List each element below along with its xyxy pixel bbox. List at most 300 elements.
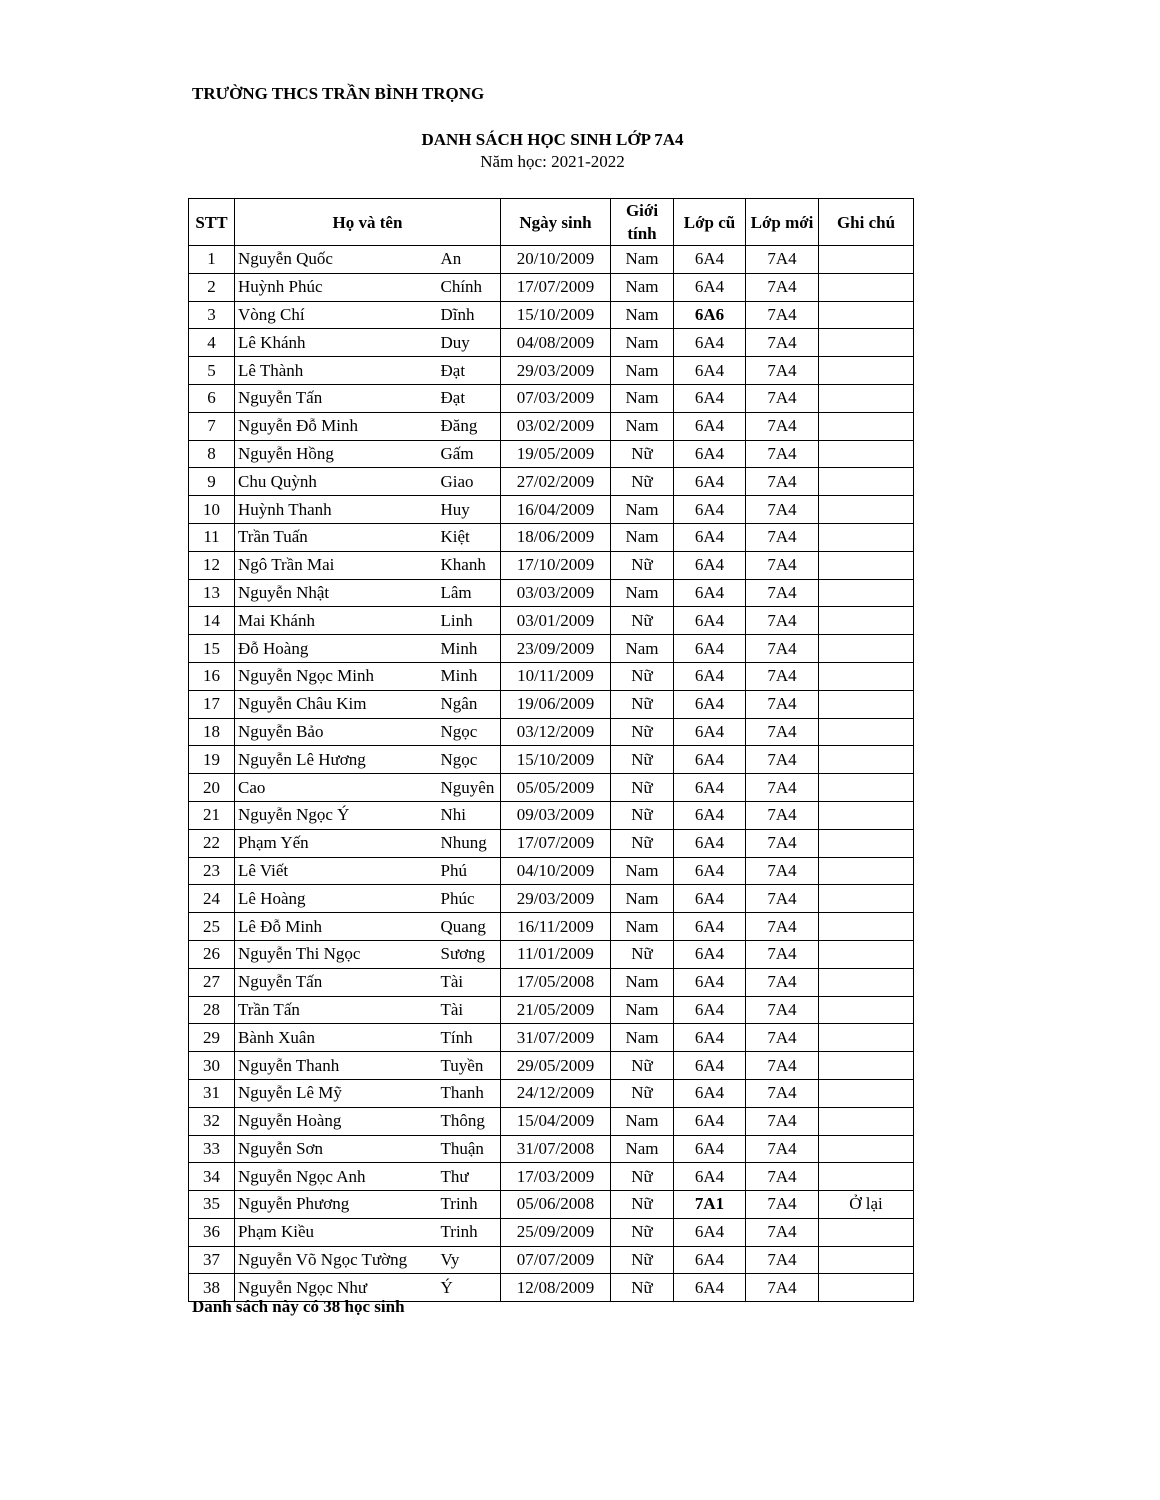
- cell-stt: 31: [189, 1079, 235, 1107]
- cell-stt: 23: [189, 857, 235, 885]
- header-gender: Giới tính: [611, 199, 674, 246]
- cell-last-name: Ngô Trần Mai: [235, 551, 438, 579]
- cell-old-class: 6A4: [674, 579, 746, 607]
- cell-last-name: Nguyễn Ngọc Minh: [235, 662, 438, 690]
- cell-note: [819, 1052, 914, 1080]
- document-title: DANH SÁCH HỌC SINH LỚP 7A4: [421, 130, 684, 149]
- cell-gender: Nữ: [611, 551, 674, 579]
- table-row: [189, 1246, 914, 1274]
- table-row: [189, 996, 914, 1024]
- cell-new-class: 7A4: [746, 551, 819, 579]
- cell-new-class: 7A4: [746, 774, 819, 802]
- header-note: Ghi chú: [819, 199, 914, 246]
- cell-note: [819, 635, 914, 663]
- cell-new-class: 7A4: [746, 1052, 819, 1080]
- cell-new-class: 7A4: [746, 885, 819, 913]
- cell-last-name: Bành Xuân: [235, 1024, 438, 1052]
- cell-last-name: Mai Khánh: [235, 607, 438, 635]
- cell-old-class: 6A4: [674, 1079, 746, 1107]
- cell-last-name: Nguyễn Ngọc Như: [235, 1274, 438, 1302]
- cell-note: [819, 412, 914, 440]
- table-header-row: [189, 199, 914, 246]
- cell-old-class: 6A4: [674, 468, 746, 496]
- cell-note: [819, 690, 914, 718]
- cell-stt: 11: [189, 523, 235, 551]
- cell-gender: Nữ: [611, 1052, 674, 1080]
- table-row: [189, 329, 914, 357]
- cell-first-name: Đạt: [438, 357, 501, 385]
- cell-dob: 05/05/2009: [501, 774, 611, 802]
- cell-stt: 29: [189, 1024, 235, 1052]
- cell-first-name: Chính: [438, 273, 501, 301]
- table-row: [189, 913, 914, 941]
- cell-old-class: 6A4: [674, 1274, 746, 1302]
- cell-note: [819, 1107, 914, 1135]
- school-year: Năm học: 2021-2022: [480, 152, 625, 171]
- cell-dob: 25/09/2009: [501, 1218, 611, 1246]
- cell-first-name: Huy: [438, 496, 501, 524]
- student-count-note: Danh sách này có 38 học sinh: [192, 1297, 405, 1316]
- cell-first-name: Gấm: [438, 440, 501, 468]
- cell-last-name: Nguyễn Sơn: [235, 1135, 438, 1163]
- cell-dob: 17/03/2009: [501, 1163, 611, 1191]
- cell-first-name: Minh: [438, 662, 501, 690]
- cell-last-name: Nguyễn Bảo: [235, 718, 438, 746]
- cell-new-class: 7A4: [746, 857, 819, 885]
- cell-stt: 30: [189, 1052, 235, 1080]
- cell-old-class: 6A4: [674, 1218, 746, 1246]
- cell-gender: Nữ: [611, 690, 674, 718]
- cell-new-class: 7A4: [746, 1218, 819, 1246]
- cell-note: [819, 913, 914, 941]
- cell-stt: 8: [189, 440, 235, 468]
- cell-old-class: 6A4: [674, 384, 746, 412]
- cell-old-class: 6A4: [674, 996, 746, 1024]
- cell-note: [819, 774, 914, 802]
- header-name: Họ và tên: [235, 199, 501, 246]
- table-row: [189, 384, 914, 412]
- cell-old-class: 7A1: [674, 1191, 746, 1219]
- cell-dob: 04/10/2009: [501, 857, 611, 885]
- cell-new-class: 7A4: [746, 1079, 819, 1107]
- cell-gender: Nữ: [611, 1246, 674, 1274]
- cell-old-class: 6A4: [674, 551, 746, 579]
- cell-new-class: 7A4: [746, 801, 819, 829]
- cell-last-name: Nguyễn Thanh: [235, 1052, 438, 1080]
- table-row: [189, 635, 914, 663]
- cell-gender: Nam: [611, 913, 674, 941]
- cell-note: [819, 523, 914, 551]
- table-row: [189, 1191, 914, 1219]
- cell-gender: Nam: [611, 635, 674, 663]
- cell-note: Ở lại: [819, 1191, 914, 1219]
- cell-last-name: Nguyễn Thi Ngọc: [235, 940, 438, 968]
- cell-new-class: 7A4: [746, 690, 819, 718]
- cell-new-class: 7A4: [746, 579, 819, 607]
- cell-old-class: 6A4: [674, 718, 746, 746]
- cell-old-class: 6A4: [674, 857, 746, 885]
- cell-new-class: 7A4: [746, 1246, 819, 1274]
- cell-last-name: Cao: [235, 774, 438, 802]
- cell-last-name: Nguyễn Nhật: [235, 579, 438, 607]
- cell-note: [819, 607, 914, 635]
- cell-dob: 15/10/2009: [501, 746, 611, 774]
- cell-dob: 03/01/2009: [501, 607, 611, 635]
- cell-stt: 18: [189, 718, 235, 746]
- cell-dob: 20/10/2009: [501, 246, 611, 274]
- table-row: [189, 607, 914, 635]
- cell-dob: 16/11/2009: [501, 913, 611, 941]
- cell-first-name: Phú: [438, 857, 501, 885]
- cell-dob: 17/07/2009: [501, 273, 611, 301]
- header-dob: Ngày sinh: [501, 199, 611, 246]
- table-row: [189, 940, 914, 968]
- cell-last-name: Vòng Chí: [235, 301, 438, 329]
- cell-old-class: 6A4: [674, 1135, 746, 1163]
- cell-last-name: Nguyễn Lê Hương: [235, 746, 438, 774]
- cell-dob: 29/05/2009: [501, 1052, 611, 1080]
- cell-old-class: 6A4: [674, 329, 746, 357]
- cell-note: [819, 885, 914, 913]
- cell-stt: 6: [189, 384, 235, 412]
- cell-dob: 07/07/2009: [501, 1246, 611, 1274]
- cell-gender: Nữ: [611, 829, 674, 857]
- cell-gender: Nữ: [611, 1191, 674, 1219]
- cell-dob: 29/03/2009: [501, 357, 611, 385]
- cell-note: [819, 579, 914, 607]
- cell-first-name: Tài: [438, 996, 501, 1024]
- cell-new-class: 7A4: [746, 412, 819, 440]
- cell-gender: Nữ: [611, 1079, 674, 1107]
- cell-gender: Nam: [611, 1024, 674, 1052]
- table-row: [189, 1107, 914, 1135]
- cell-stt: 2: [189, 273, 235, 301]
- cell-first-name: Minh: [438, 635, 501, 663]
- cell-old-class: 6A4: [674, 523, 746, 551]
- cell-first-name: Giao: [438, 468, 501, 496]
- cell-old-class: 6A6: [674, 301, 746, 329]
- cell-old-class: 6A4: [674, 1024, 746, 1052]
- cell-first-name: Ý: [438, 1274, 501, 1302]
- cell-old-class: 6A4: [674, 607, 746, 635]
- cell-stt: 37: [189, 1246, 235, 1274]
- cell-stt: 21: [189, 801, 235, 829]
- cell-dob: 11/01/2009: [501, 940, 611, 968]
- cell-gender: Nữ: [611, 1163, 674, 1191]
- cell-first-name: Trinh: [438, 1218, 501, 1246]
- cell-first-name: Thanh: [438, 1079, 501, 1107]
- cell-first-name: Ngọc: [438, 718, 501, 746]
- cell-note: [819, 1024, 914, 1052]
- cell-last-name: Lê Khánh: [235, 329, 438, 357]
- cell-stt: 24: [189, 885, 235, 913]
- student-table: [188, 198, 914, 1302]
- table-row: [189, 1218, 914, 1246]
- table-row: [189, 662, 914, 690]
- cell-gender: Nam: [611, 996, 674, 1024]
- cell-new-class: 7A4: [746, 940, 819, 968]
- cell-old-class: 6A4: [674, 1246, 746, 1274]
- cell-note: [819, 662, 914, 690]
- cell-note: [819, 1135, 914, 1163]
- cell-note: [819, 440, 914, 468]
- cell-note: [819, 857, 914, 885]
- cell-stt: 36: [189, 1218, 235, 1246]
- cell-stt: 34: [189, 1163, 235, 1191]
- cell-dob: 17/07/2009: [501, 829, 611, 857]
- cell-old-class: 6A4: [674, 774, 746, 802]
- cell-old-class: 6A4: [674, 1052, 746, 1080]
- cell-dob: 23/09/2009: [501, 635, 611, 663]
- cell-note: [819, 996, 914, 1024]
- cell-gender: Nữ: [611, 801, 674, 829]
- cell-dob: 03/12/2009: [501, 718, 611, 746]
- cell-first-name: Tuyền: [438, 1052, 501, 1080]
- table-row: [189, 496, 914, 524]
- table-body: [189, 246, 914, 1302]
- cell-stt: 10: [189, 496, 235, 524]
- cell-stt: 9: [189, 468, 235, 496]
- cell-dob: 15/04/2009: [501, 1107, 611, 1135]
- cell-new-class: 7A4: [746, 329, 819, 357]
- cell-last-name: Lê Hoàng: [235, 885, 438, 913]
- cell-gender: Nữ: [611, 746, 674, 774]
- cell-dob: 10/11/2009: [501, 662, 611, 690]
- cell-new-class: 7A4: [746, 468, 819, 496]
- cell-dob: 31/07/2008: [501, 1135, 611, 1163]
- cell-stt: 16: [189, 662, 235, 690]
- cell-note: [819, 468, 914, 496]
- cell-last-name: Trần Tấn: [235, 996, 438, 1024]
- cell-gender: Nam: [611, 523, 674, 551]
- cell-new-class: 7A4: [746, 246, 819, 274]
- cell-gender: Nữ: [611, 774, 674, 802]
- cell-last-name: Lê Viết: [235, 857, 438, 885]
- table-row: [189, 579, 914, 607]
- cell-stt: 13: [189, 579, 235, 607]
- cell-new-class: 7A4: [746, 1135, 819, 1163]
- cell-last-name: Nguyễn Phương: [235, 1191, 438, 1219]
- cell-last-name: Lê Thành: [235, 357, 438, 385]
- cell-gender: Nam: [611, 1135, 674, 1163]
- cell-note: [819, 718, 914, 746]
- cell-first-name: Nhi: [438, 801, 501, 829]
- cell-gender: Nam: [611, 384, 674, 412]
- cell-last-name: Huỳnh Thanh: [235, 496, 438, 524]
- cell-new-class: 7A4: [746, 523, 819, 551]
- cell-stt: 7: [189, 412, 235, 440]
- cell-new-class: 7A4: [746, 301, 819, 329]
- cell-first-name: Trinh: [438, 1191, 501, 1219]
- cell-old-class: 6A4: [674, 273, 746, 301]
- cell-dob: 03/02/2009: [501, 412, 611, 440]
- cell-last-name: Lê Đỗ Minh: [235, 913, 438, 941]
- cell-stt: 26: [189, 940, 235, 968]
- cell-stt: 3: [189, 301, 235, 329]
- cell-first-name: Nguyên: [438, 774, 501, 802]
- cell-stt: 25: [189, 913, 235, 941]
- cell-dob: 27/02/2009: [501, 468, 611, 496]
- cell-last-name: Trần Tuấn: [235, 523, 438, 551]
- cell-dob: 17/10/2009: [501, 551, 611, 579]
- cell-old-class: 6A4: [674, 968, 746, 996]
- cell-note: [819, 1274, 914, 1302]
- cell-dob: 24/12/2009: [501, 1079, 611, 1107]
- cell-new-class: 7A4: [746, 1163, 819, 1191]
- cell-old-class: 6A4: [674, 1107, 746, 1135]
- cell-note: [819, 384, 914, 412]
- cell-gender: Nữ: [611, 468, 674, 496]
- cell-dob: 16/04/2009: [501, 496, 611, 524]
- header-old-class: Lớp cũ: [674, 199, 746, 246]
- cell-new-class: 7A4: [746, 1107, 819, 1135]
- cell-last-name: Chu Quỳnh: [235, 468, 438, 496]
- table-row: [189, 1024, 914, 1052]
- cell-stt: 19: [189, 746, 235, 774]
- cell-old-class: 6A4: [674, 496, 746, 524]
- cell-note: [819, 551, 914, 579]
- cell-dob: 05/06/2008: [501, 1191, 611, 1219]
- cell-first-name: Tài: [438, 968, 501, 996]
- cell-note: [819, 746, 914, 774]
- cell-gender: Nam: [611, 885, 674, 913]
- table-row: [189, 301, 914, 329]
- cell-last-name: Nguyễn Tấn: [235, 384, 438, 412]
- cell-first-name: Ngân: [438, 690, 501, 718]
- cell-old-class: 6A4: [674, 801, 746, 829]
- cell-first-name: Dĩnh: [438, 301, 501, 329]
- cell-stt: 14: [189, 607, 235, 635]
- cell-last-name: Nguyễn Hoàng: [235, 1107, 438, 1135]
- cell-first-name: Khanh: [438, 551, 501, 579]
- cell-dob: 19/06/2009: [501, 690, 611, 718]
- cell-new-class: 7A4: [746, 607, 819, 635]
- cell-stt: 20: [189, 774, 235, 802]
- cell-dob: 19/05/2009: [501, 440, 611, 468]
- cell-stt: 38: [189, 1274, 235, 1302]
- cell-last-name: Nguyễn Tấn: [235, 968, 438, 996]
- cell-stt: 4: [189, 329, 235, 357]
- cell-dob: 04/08/2009: [501, 329, 611, 357]
- cell-old-class: 6A4: [674, 746, 746, 774]
- cell-new-class: 7A4: [746, 1191, 819, 1219]
- school-name: TRƯỜNG THCS TRẦN BÌNH TRỌNG: [192, 84, 485, 103]
- table-row: [189, 412, 914, 440]
- table-row: [189, 801, 914, 829]
- cell-stt: 17: [189, 690, 235, 718]
- cell-gender: Nam: [611, 246, 674, 274]
- cell-last-name: Nguyễn Quốc: [235, 246, 438, 274]
- cell-last-name: Nguyễn Lê Mỹ: [235, 1079, 438, 1107]
- cell-dob: 09/03/2009: [501, 801, 611, 829]
- cell-note: [819, 357, 914, 385]
- cell-note: [819, 829, 914, 857]
- cell-first-name: Linh: [438, 607, 501, 635]
- cell-gender: Nữ: [611, 440, 674, 468]
- cell-new-class: 7A4: [746, 384, 819, 412]
- cell-old-class: 6A4: [674, 662, 746, 690]
- cell-note: [819, 329, 914, 357]
- cell-last-name: Nguyễn Ngọc Anh: [235, 1163, 438, 1191]
- cell-first-name: Phúc: [438, 885, 501, 913]
- cell-last-name: Phạm Kiều: [235, 1218, 438, 1246]
- cell-first-name: An: [438, 246, 501, 274]
- table-row: [189, 746, 914, 774]
- cell-note: [819, 968, 914, 996]
- cell-old-class: 6A4: [674, 1163, 746, 1191]
- cell-new-class: 7A4: [746, 1274, 819, 1302]
- cell-new-class: 7A4: [746, 913, 819, 941]
- table-row: [189, 551, 914, 579]
- table-row: [189, 273, 914, 301]
- cell-gender: Nam: [611, 579, 674, 607]
- cell-dob: 12/08/2009: [501, 1274, 611, 1302]
- cell-first-name: Quang: [438, 913, 501, 941]
- cell-old-class: 6A4: [674, 940, 746, 968]
- cell-old-class: 6A4: [674, 246, 746, 274]
- cell-old-class: 6A4: [674, 635, 746, 663]
- cell-last-name: Huỳnh Phúc: [235, 273, 438, 301]
- cell-first-name: Lâm: [438, 579, 501, 607]
- header-stt: STT: [189, 199, 235, 246]
- cell-stt: 5: [189, 357, 235, 385]
- table-row: [189, 523, 914, 551]
- cell-new-class: 7A4: [746, 440, 819, 468]
- cell-new-class: 7A4: [746, 746, 819, 774]
- cell-dob: 18/06/2009: [501, 523, 611, 551]
- cell-first-name: Thư: [438, 1163, 501, 1191]
- table-row: [189, 690, 914, 718]
- cell-gender: Nữ: [611, 1274, 674, 1302]
- cell-last-name: Nguyễn Đỗ Minh: [235, 412, 438, 440]
- cell-dob: 03/03/2009: [501, 579, 611, 607]
- cell-gender: Nam: [611, 357, 674, 385]
- cell-first-name: Duy: [438, 329, 501, 357]
- cell-dob: 15/10/2009: [501, 301, 611, 329]
- cell-stt: 1: [189, 246, 235, 274]
- cell-dob: 17/05/2008: [501, 968, 611, 996]
- cell-gender: Nam: [611, 1107, 674, 1135]
- cell-first-name: Đạt: [438, 384, 501, 412]
- cell-last-name: Nguyễn Võ Ngọc Tường: [235, 1246, 438, 1274]
- cell-new-class: 7A4: [746, 496, 819, 524]
- cell-note: [819, 801, 914, 829]
- cell-new-class: 7A4: [746, 635, 819, 663]
- table-row: [189, 774, 914, 802]
- cell-first-name: Ngọc: [438, 746, 501, 774]
- cell-gender: Nam: [611, 857, 674, 885]
- cell-new-class: 7A4: [746, 829, 819, 857]
- cell-first-name: Nhung: [438, 829, 501, 857]
- cell-new-class: 7A4: [746, 968, 819, 996]
- cell-gender: Nam: [611, 301, 674, 329]
- cell-new-class: 7A4: [746, 718, 819, 746]
- table-row: [189, 440, 914, 468]
- cell-first-name: Sương: [438, 940, 501, 968]
- table-row: [189, 885, 914, 913]
- table-row: [189, 357, 914, 385]
- cell-gender: Nam: [611, 329, 674, 357]
- cell-gender: Nam: [611, 412, 674, 440]
- cell-old-class: 6A4: [674, 440, 746, 468]
- cell-note: [819, 273, 914, 301]
- cell-dob: 29/03/2009: [501, 885, 611, 913]
- table-row: [189, 1079, 914, 1107]
- table-row: [189, 1163, 914, 1191]
- cell-first-name: Kiệt: [438, 523, 501, 551]
- cell-last-name: Đỗ Hoàng: [235, 635, 438, 663]
- table-row: [189, 468, 914, 496]
